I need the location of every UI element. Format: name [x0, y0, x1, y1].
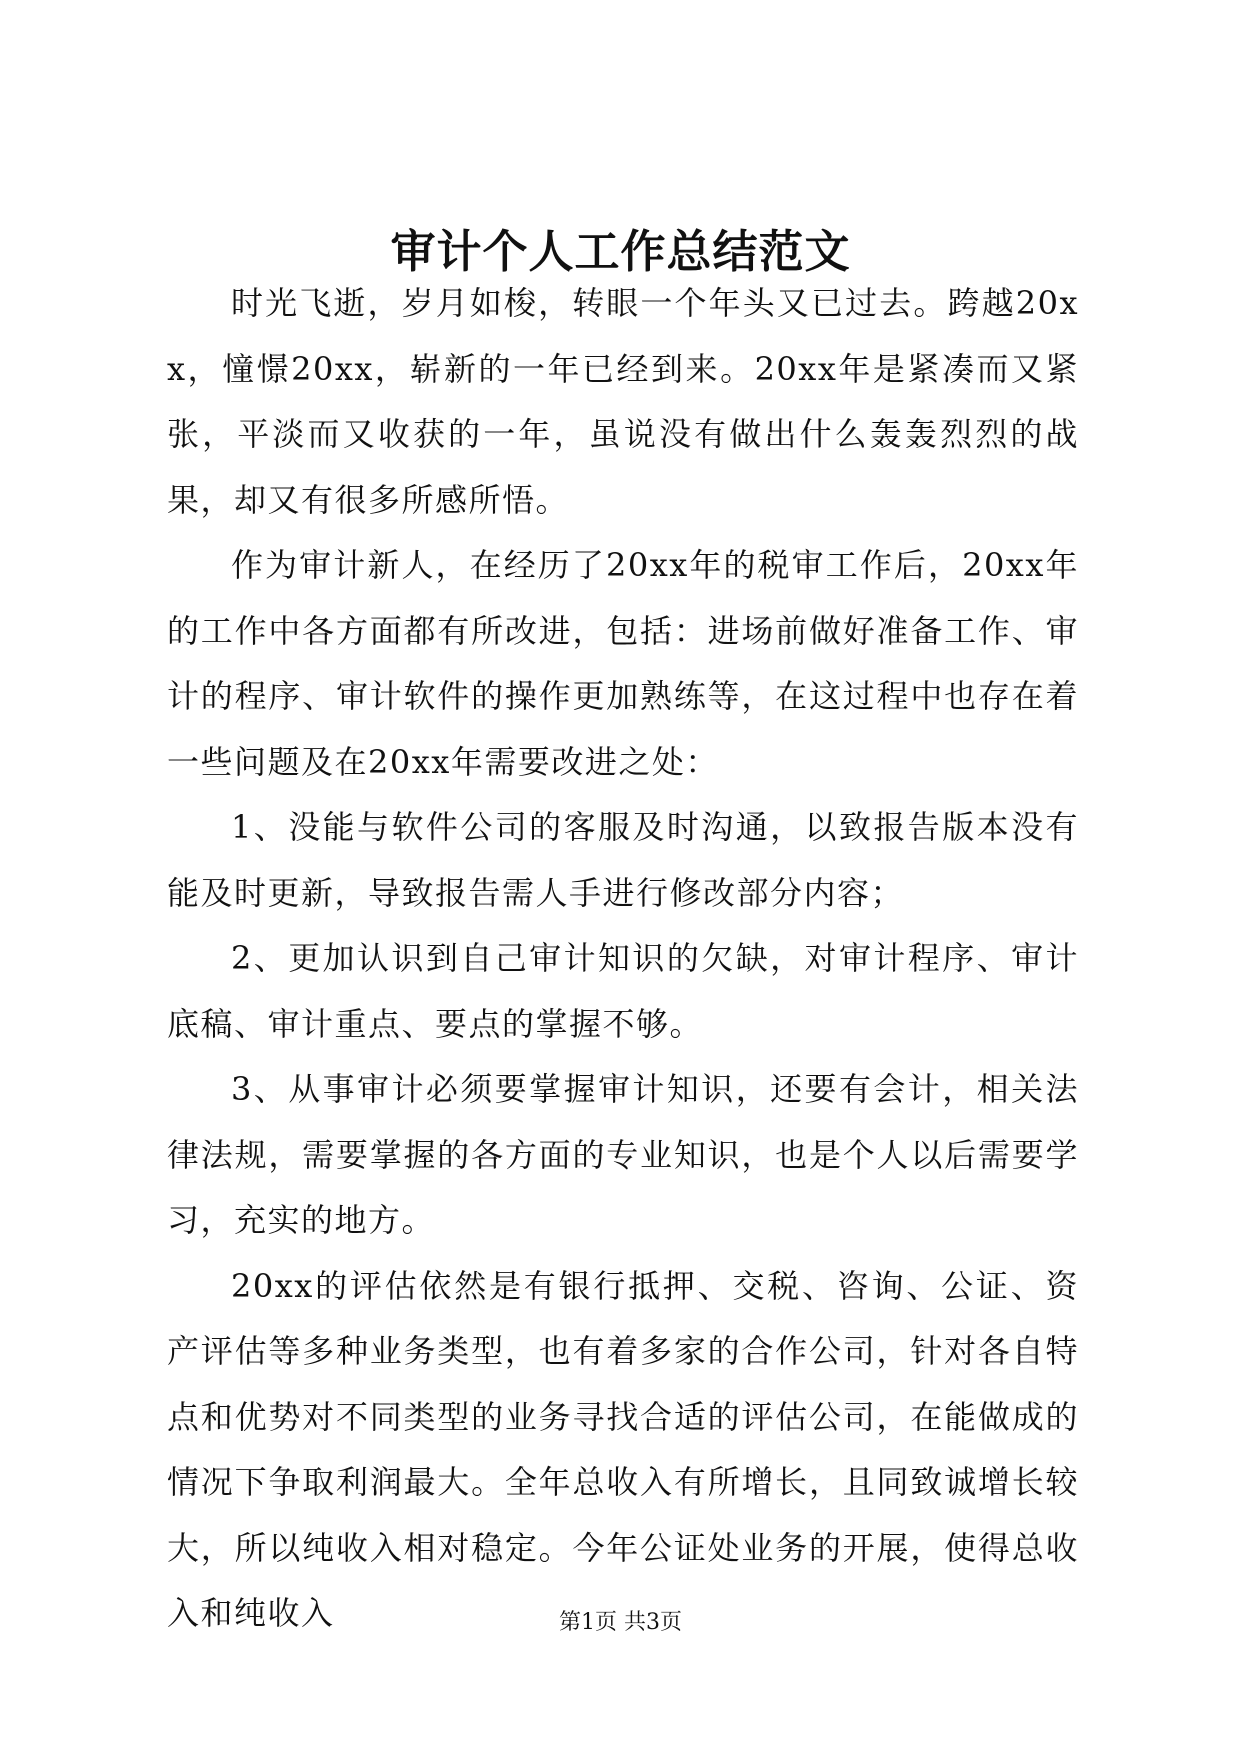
document-title: 审计个人工作总结范文: [390, 225, 851, 278]
paragraph-intro: 时光飞逝，岁月如梭，转眼一个年头又已过去。跨越20xx，憧憬20xx，崭新的一年已经到来。20xx年是紧凑而又紧张，平淡而又收获的一年，虽说没有做出什么轰轰烈烈的战果，却又有很多所感所悟。: [167, 284, 1079, 519]
paragraph-issue-2: 2、更加认识到自己审计知识的欠缺，对审计程序、审计底稿、审计重点、要点的掌握不够。: [167, 939, 1079, 1043]
paragraph-evaluation: 20xx的评估依然是有银行抵押、交税、咨询、公证、资产评估等多种业务类型，也有着多家的合作公司，针对各自特点和优势对不同类型的业务寻找合适的评估公司，在能做成的情况下争取利润最大。全年总收入有所增长，且同致诚增长较大，所以纯收入相对稳定。今年公证处业务的开展，使得总收入和纯收入: [167, 1266, 1079, 1632]
paragraph-issue-3: 3、从事审计必须要掌握审计知识，还要有会计，相关法律法规，需要掌握的各方面的专业知识，也是个人以后需要学习，充实的地方。: [167, 1070, 1079, 1239]
paragraph-overview: 作为审计新人，在经历了20xx年的税审工作后，20xx年的工作中各方面都有所改进，包括：进场前做好准备工作、审计的程序、审计软件的操作更加熟练等，在这过程中也存在着一些问题及在20xx年需要改进之处：: [167, 546, 1079, 781]
paragraph-issue-1: 1、没能与软件公司的客服及时沟通，以致报告版本没有能及时更新，导致报告需人手进行修改部分内容；: [167, 808, 1079, 912]
page-footer: 第1页 共3页: [559, 1610, 682, 1635]
document-body: [167, 271, 1079, 1647]
